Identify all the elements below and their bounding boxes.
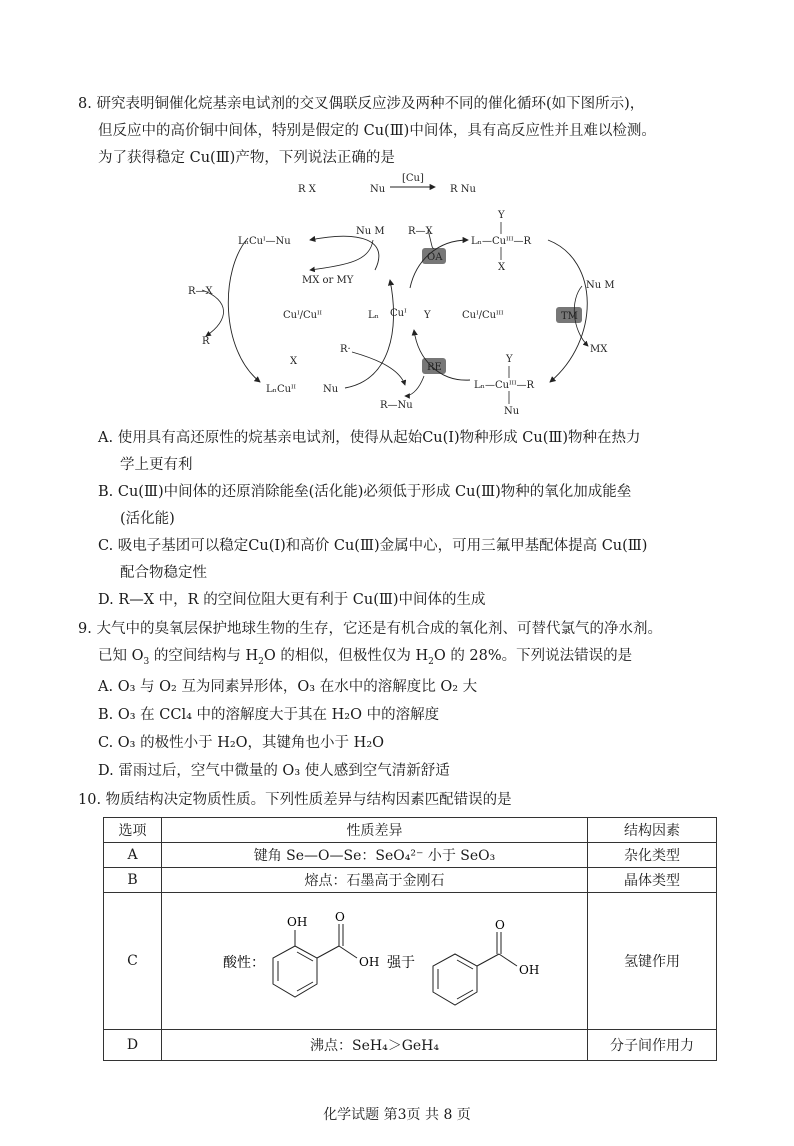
row-d-factor: 分子间作用力 — [588, 1030, 717, 1061]
row-b-option: B — [104, 868, 162, 893]
catalytic-cycle-diagram — [180, 170, 640, 420]
r-x-mid-label: R—X — [408, 226, 433, 237]
nu-m-top-label: Nu M — [356, 226, 385, 237]
q8-option-c-line2: 配合物稳定性 — [120, 565, 207, 581]
benzoic-acid-oh: OH — [518, 963, 539, 977]
nu-bottom-label: Nu — [504, 406, 520, 417]
q9-stem-line1: 9. 大气中的臭氧层保护地球生物的生存，它还是有机合成的氧化剂、可替代氯气的净水剂。 — [78, 621, 662, 637]
q8-stem-line3: 为了获得稳定 Cu(Ⅲ)产物，下列说法正确的是 — [98, 150, 395, 166]
row-c-factor: 氢键作用 — [588, 893, 717, 1030]
top-eq-reactants: R X — [298, 184, 316, 195]
stronger-than-label: 强于 — [386, 955, 415, 971]
top-eq-product: R Nu — [450, 184, 476, 195]
r-radical-label: R· — [340, 344, 351, 355]
tm-label: TM — [561, 311, 578, 322]
lcu-x-label: LₙCuᴵᴵ — [266, 384, 297, 395]
nu-m-right-label: Nu M — [586, 280, 615, 291]
top-eq-catalyst: [Cu] — [402, 173, 424, 184]
x-top-label: X — [498, 262, 506, 273]
table-row — [104, 868, 717, 893]
row-a-property: 键角 Se—O—Se：SeO₄²⁻ 小于 SeO₃ — [162, 843, 588, 868]
salicylic-acid-structure — [273, 924, 357, 997]
header-option: 选项 — [104, 818, 162, 843]
top-eq-nu: Nu — [370, 184, 386, 195]
acidity-prefix: 酸性： — [222, 955, 265, 971]
re-label: RE — [427, 362, 442, 373]
table-row — [104, 1030, 717, 1061]
y-top-label: Y — [498, 210, 505, 221]
q8-option-c-line1: C. 吸电子基团可以稳定Cu(Ⅰ)和高价 Cu(Ⅲ)金属中心，可用三氟甲基配体提高 Cu(Ⅲ) — [98, 538, 648, 554]
table-row — [104, 893, 717, 1030]
q10-table — [103, 817, 717, 1061]
y-bottom-label: Y — [506, 354, 513, 365]
q10-stem: 10. 物质结构决定物质性质。下列性质差异与结构因素匹配错误的是 — [78, 792, 512, 808]
benzoic-acid-structure — [433, 932, 517, 1005]
q9-option-a: A. O₃ 与 O₂ 互为同素异形体，O₃ 在水中的溶解度比 O₂ 大 — [98, 679, 478, 695]
center-cu-label: Cuᴵ — [390, 308, 407, 319]
q8-stem-line2: 但反应中的高价铜中间体，特别是假定的 Cu(Ⅲ)中间体，具有高反应性并且难以检测。 — [98, 123, 656, 139]
benzoic-carbonyl-o: O — [494, 918, 505, 932]
cu3-bottom-label: Lₙ—Cuᴵᴵᴵ—R — [474, 380, 535, 391]
row-d-property: 沸点：SeH₄＞GeH₄ — [162, 1030, 588, 1061]
acid-structures — [165, 894, 585, 1024]
center-ln-label: Lₙ — [368, 310, 379, 321]
q9-option-c: C. O₃ 的极性小于 H₂O，其键角也小于 H₂O — [98, 735, 385, 751]
salicylic-acid-oh: OH — [358, 955, 379, 969]
q8-option-a-line1: A. 使用具有高还原性的烷基亲电试剂，使得从起始Cu(Ⅰ)物种形成 Cu(Ⅲ)物种在热力 — [98, 430, 641, 446]
table-row — [104, 843, 717, 868]
q9-option-d: D. 雷雨过后，空气中微量的 O₃ 使人感到空气清新舒适 — [98, 763, 450, 779]
row-c-option: C — [104, 893, 162, 1030]
header-factor: 结构因素 — [588, 818, 717, 843]
mx-or-my-label: MX or MY — [302, 275, 354, 286]
row-c-property — [162, 893, 588, 1030]
cycle-right-label: Cuᴵ/Cuᴵᴵᴵ — [462, 310, 504, 321]
salicylic-oh: OH — [286, 915, 307, 929]
salicylic-carbonyl-o: O — [334, 910, 345, 924]
x-label-left: X — [290, 356, 298, 367]
oa-label: OA — [427, 252, 443, 263]
row-b-factor: 晶体类型 — [588, 868, 717, 893]
q8-stem-line1: 8. 研究表明铜催化烷基亲电试剂的交叉偶联反应涉及两种不同的催化循环(如下图所示)， — [78, 96, 645, 112]
nu-bottom-left-label: Nu — [323, 384, 339, 395]
q8-option-a-line2: 学上更有利 — [120, 457, 193, 473]
r-nu-label: R—Nu — [380, 400, 413, 411]
r-x-left-label: R—X — [188, 286, 213, 297]
q9-stem-line2: 已知 $O_3$ 的空间结构与 $H_2O$ 的相似，但极性仅为 $H_2O$ 的 28%。下列说法错误的是 — [98, 648, 633, 667]
cu3-top-label: Lₙ—Cuᴵᴵᴵ—R — [471, 236, 532, 247]
q8-option-d: D. R—X 中，R 的空间位阻大更有利于 Cu(Ⅲ)中间体的生成 — [98, 592, 486, 608]
row-d-option: D — [104, 1030, 162, 1061]
row-a-factor: 杂化类型 — [588, 843, 717, 868]
mx-right-label: MX — [590, 344, 608, 355]
r-left-label: R — [202, 336, 210, 347]
center-y-label: Y — [424, 310, 431, 321]
lcu-nu-label: LₙCuᴵ—Nu — [238, 236, 291, 247]
q9-option-b: B. O₃ 在 CCl₄ 中的溶解度大于其在 H₂O 中的溶解度 — [98, 707, 440, 723]
q8-option-b-line1: B. Cu(Ⅲ)中间体的还原消除能垒(活化能)必须低于形成 Cu(Ⅲ)物种的氧化加成能垒 — [98, 484, 632, 500]
header-property: 性质差异 — [162, 818, 588, 843]
q8-option-b-line2: (活化能) — [120, 511, 175, 527]
table-header-row — [104, 818, 717, 843]
cycle-left-label: Cuᴵ/Cuᴵᴵ — [283, 310, 323, 321]
page-footer: 化学试题 第3页 共 8 页 — [323, 1107, 471, 1123]
row-b-property: 熔点：石墨高于金刚石 — [162, 868, 588, 893]
row-a-option: A — [104, 843, 162, 868]
